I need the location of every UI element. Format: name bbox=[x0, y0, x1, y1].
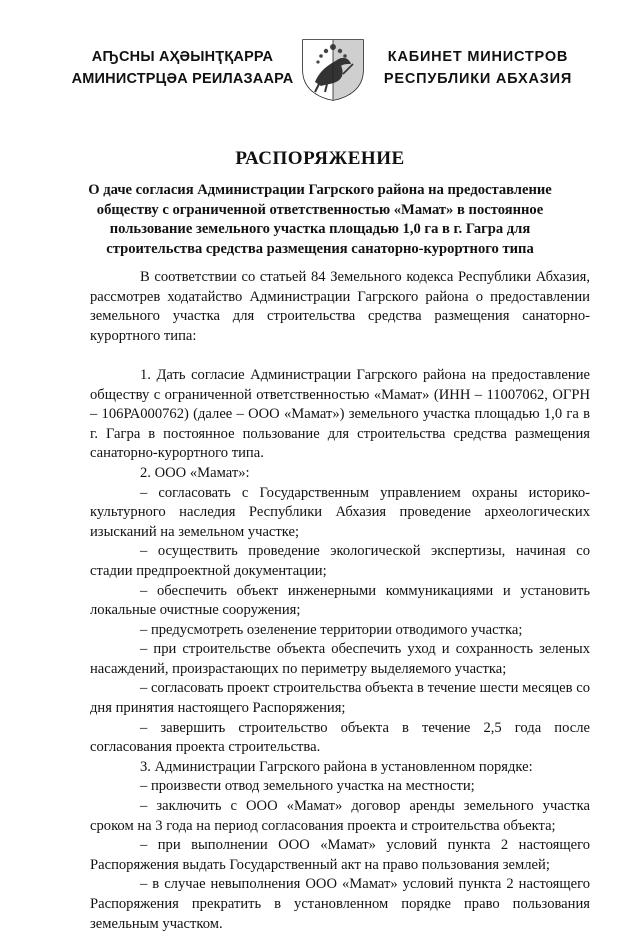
point-2-item: – при строительстве объекта обеспечить уход и сохранность зеленых насаждений, произрастающих по периметру выделяемого участка; bbox=[90, 641, 590, 677]
document-subject bbox=[60, 181, 580, 259]
point-3-item: – при выполнении ООО «Мамат» условий пункта 2 настоящего Распоряжения выдать Государственный акт на право пользования землей; bbox=[90, 837, 590, 873]
point-3-heading: 3. Администрации Гагрского района в установленном порядке: bbox=[140, 758, 533, 775]
point-2-heading: 2. ООО «Мамат»: bbox=[140, 464, 250, 481]
point-2-item: – осуществить проведение экологической экспертизы, начиная со стадии предпроектной документации; bbox=[90, 543, 590, 579]
point-2-item: – согласовать проект строительства объекта в течение шести месяцев со дня принятия настоящего Распоряжения; bbox=[90, 680, 590, 717]
letterhead bbox=[0, 34, 640, 104]
subject-line: О даче согласия Администрации Гагрского района на предоставление bbox=[88, 182, 552, 198]
coat-of-arms-emblem bbox=[297, 34, 369, 102]
point-2-item: – завершить строительство объекта в течение 2,5 года после согласования проекта строительства. bbox=[90, 719, 590, 756]
letterhead-abkhaz-line2: АМИНИСТРЦӘА РЕИЛАЗААРА bbox=[71, 71, 294, 87]
point-1-paragraph: 1. Дать согласие Администрации Гагрского района на предоставление обществу с ограниченной ответственностью «Мамат» (ИНН – 11007062, ОГРН – 106РА000762) (далее – ООО «Мамат») земельного участка площадью 1,0 га в г. Гагра в постоянное пользование для строительства средства размещения санаторно-курортного типа. bbox=[90, 366, 590, 462]
subject-line: пользование земельного участка площадью 1,0 га в г. Гагра для bbox=[109, 221, 531, 237]
preamble-paragraph: В соответствии со статьей 84 Земельного кодекса Республики Абхазия, рассмотрев ходатайство Администрации Гагрского района о предоставлении земельного участка для строительства средства размещения санаторно-курортного типа: bbox=[90, 269, 590, 344]
point-2-item: – обеспечить объект инженерными коммуникациями и установить локальные очистные сооружения; bbox=[90, 582, 590, 619]
point-2-item: – предусмотреть озеленение территории отводимого участка; bbox=[140, 621, 523, 638]
letterhead-russian-line1: КАБИНЕТ МИНИСТРОВ bbox=[387, 49, 569, 65]
letterhead-abkhaz bbox=[70, 46, 295, 90]
document-title: РАСПОРЯЖЕНИЕ bbox=[235, 148, 405, 169]
letterhead-russian-line2: РЕСПУБЛИКИ АБХАЗИЯ bbox=[383, 71, 573, 87]
subject-line: обществу с ограниченной ответственностью «Мамат» в постоянное bbox=[96, 201, 544, 218]
letterhead-abkhaz-line1: АҦСНЫ АҲӘЫНҬҚАРРА bbox=[91, 49, 274, 65]
point-2-item: – согласовать с Государственным управлением охраны историко-культурного наследия Республики Абхазия проведение археологических изысканий на земельном участке; bbox=[90, 484, 590, 540]
point-3-item: – в случае невыполнения ООО «Мамат» условий пункта 2 настоящего Распоряжения прекратить в установленном порядке право пользования земельным участком. bbox=[90, 876, 590, 932]
point-3-item: – произвести отвод земельного участка на местности; bbox=[140, 778, 475, 795]
document-body bbox=[90, 268, 590, 934]
point-3-item: – заключить с ООО «Мамат» договор аренды земельного участка сроком на 3 года на период согласования проекта и строительства объекта; bbox=[90, 798, 590, 834]
subject-line: строительства средства размещения санаторно-курортного типа bbox=[106, 240, 534, 257]
letterhead-russian bbox=[378, 46, 578, 90]
